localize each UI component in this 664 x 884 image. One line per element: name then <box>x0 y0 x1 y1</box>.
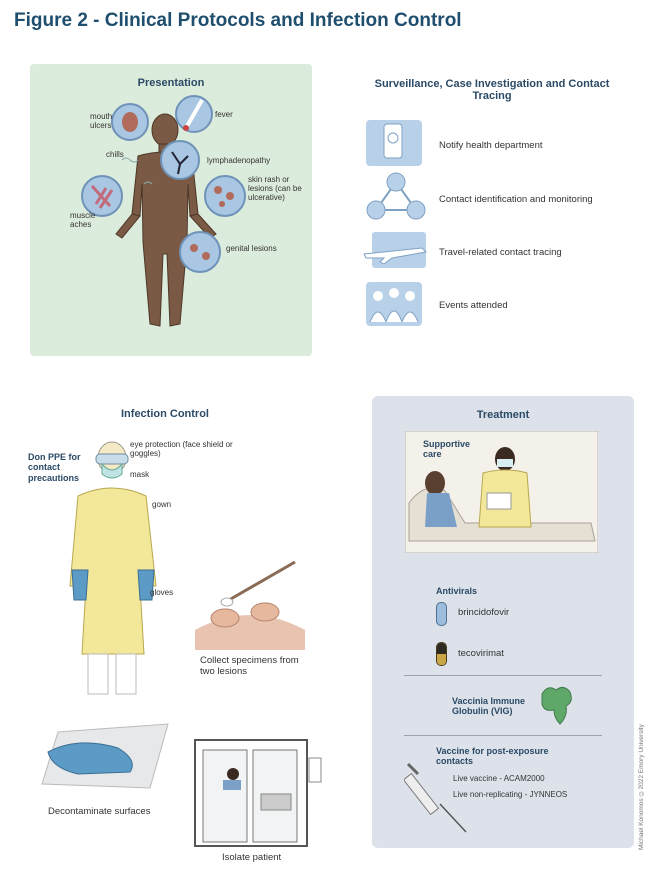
label-isolate-patient: Isolate patient <box>222 852 282 863</box>
figure-title: Figure 2 - Clinical Protocols and Infection Control <box>14 10 462 31</box>
supportive-care-label: Supportive care <box>423 439 471 460</box>
vaccine-heading: Vaccine for post-exposure contacts <box>436 746 549 767</box>
label-collect-specimens: Collect specimens from two lesions <box>200 655 299 678</box>
tecovirimat-capsule-icon <box>436 642 447 666</box>
treatment-divider-2 <box>404 735 602 736</box>
label-lymphadenopathy: lymphadenopathy <box>207 156 271 165</box>
airplane-icon <box>362 232 428 268</box>
label-gown: gown <box>152 500 172 509</box>
vaccine-jynneos: Live non-replicating - JYNNEOS <box>453 790 568 799</box>
label-chills: chills <box>106 150 124 159</box>
genital-lesions-circle <box>180 232 220 272</box>
muscle-aches-circle <box>82 176 122 216</box>
lymphadenopathy-circle <box>161 141 199 179</box>
credit-line: Michael Konomos ©2022 Emory University <box>638 724 645 850</box>
skin-rash-circle <box>205 176 245 216</box>
label-skin-rash: skin rash or lesions (can be ulcerative) <box>248 175 302 203</box>
infection-control-title: Infection Control <box>121 408 209 420</box>
vig-label: Vaccinia Immune Globulin (VIG) <box>452 696 526 717</box>
presentation-title: Presentation <box>137 77 205 89</box>
antivirals-heading: Antivirals <box>436 586 478 596</box>
ppe-heading: Don PPE for contact precautions <box>28 452 81 483</box>
brincidofovir-capsule-icon <box>436 602 447 626</box>
decontaminate-illustration <box>38 718 178 794</box>
label-mask: mask <box>130 470 150 479</box>
antiviral-brincidofovir: brincidofovir <box>458 607 510 618</box>
isolation-room-illustration <box>193 738 323 848</box>
crowd-icon <box>366 282 422 326</box>
network-icon <box>364 172 428 224</box>
phone-icon <box>366 120 422 166</box>
surveillance-item-notify: Notify health department <box>439 140 543 151</box>
label-mouth-ulcers: mouth ulcers <box>90 112 113 131</box>
syringe-icon <box>404 758 470 836</box>
surveillance-item-travel: Travel-related contact tracing <box>439 247 562 258</box>
specimen-swab-illustration <box>195 560 305 650</box>
antiviral-tecovirimat: tecovirimat <box>458 648 504 659</box>
surveillance-title: Surveillance, Case Investigation and Contact Tracing <box>374 78 610 102</box>
vig-protein-icon <box>538 684 574 726</box>
surveillance-item-contact: Contact identification and monitoring <box>439 194 593 205</box>
ppe-figure <box>60 436 170 698</box>
label-fever: fever <box>215 110 233 119</box>
treatment-title: Treatment <box>476 409 530 421</box>
body-illustration <box>30 64 312 356</box>
fever-circle <box>176 96 212 132</box>
label-decontaminate: Decontaminate surfaces <box>48 806 151 817</box>
label-gloves: gloves <box>150 588 174 597</box>
vaccine-acam2000: Live vaccine - ACAM2000 <box>453 774 545 783</box>
label-eye-protection: eye protection (face shield or goggles) <box>130 440 233 459</box>
treatment-divider-1 <box>404 675 602 676</box>
label-genital-lesions: genital lesions <box>226 244 277 253</box>
label-muscle-aches: muscle aches <box>70 211 96 230</box>
surveillance-item-events: Events attended <box>439 300 508 311</box>
